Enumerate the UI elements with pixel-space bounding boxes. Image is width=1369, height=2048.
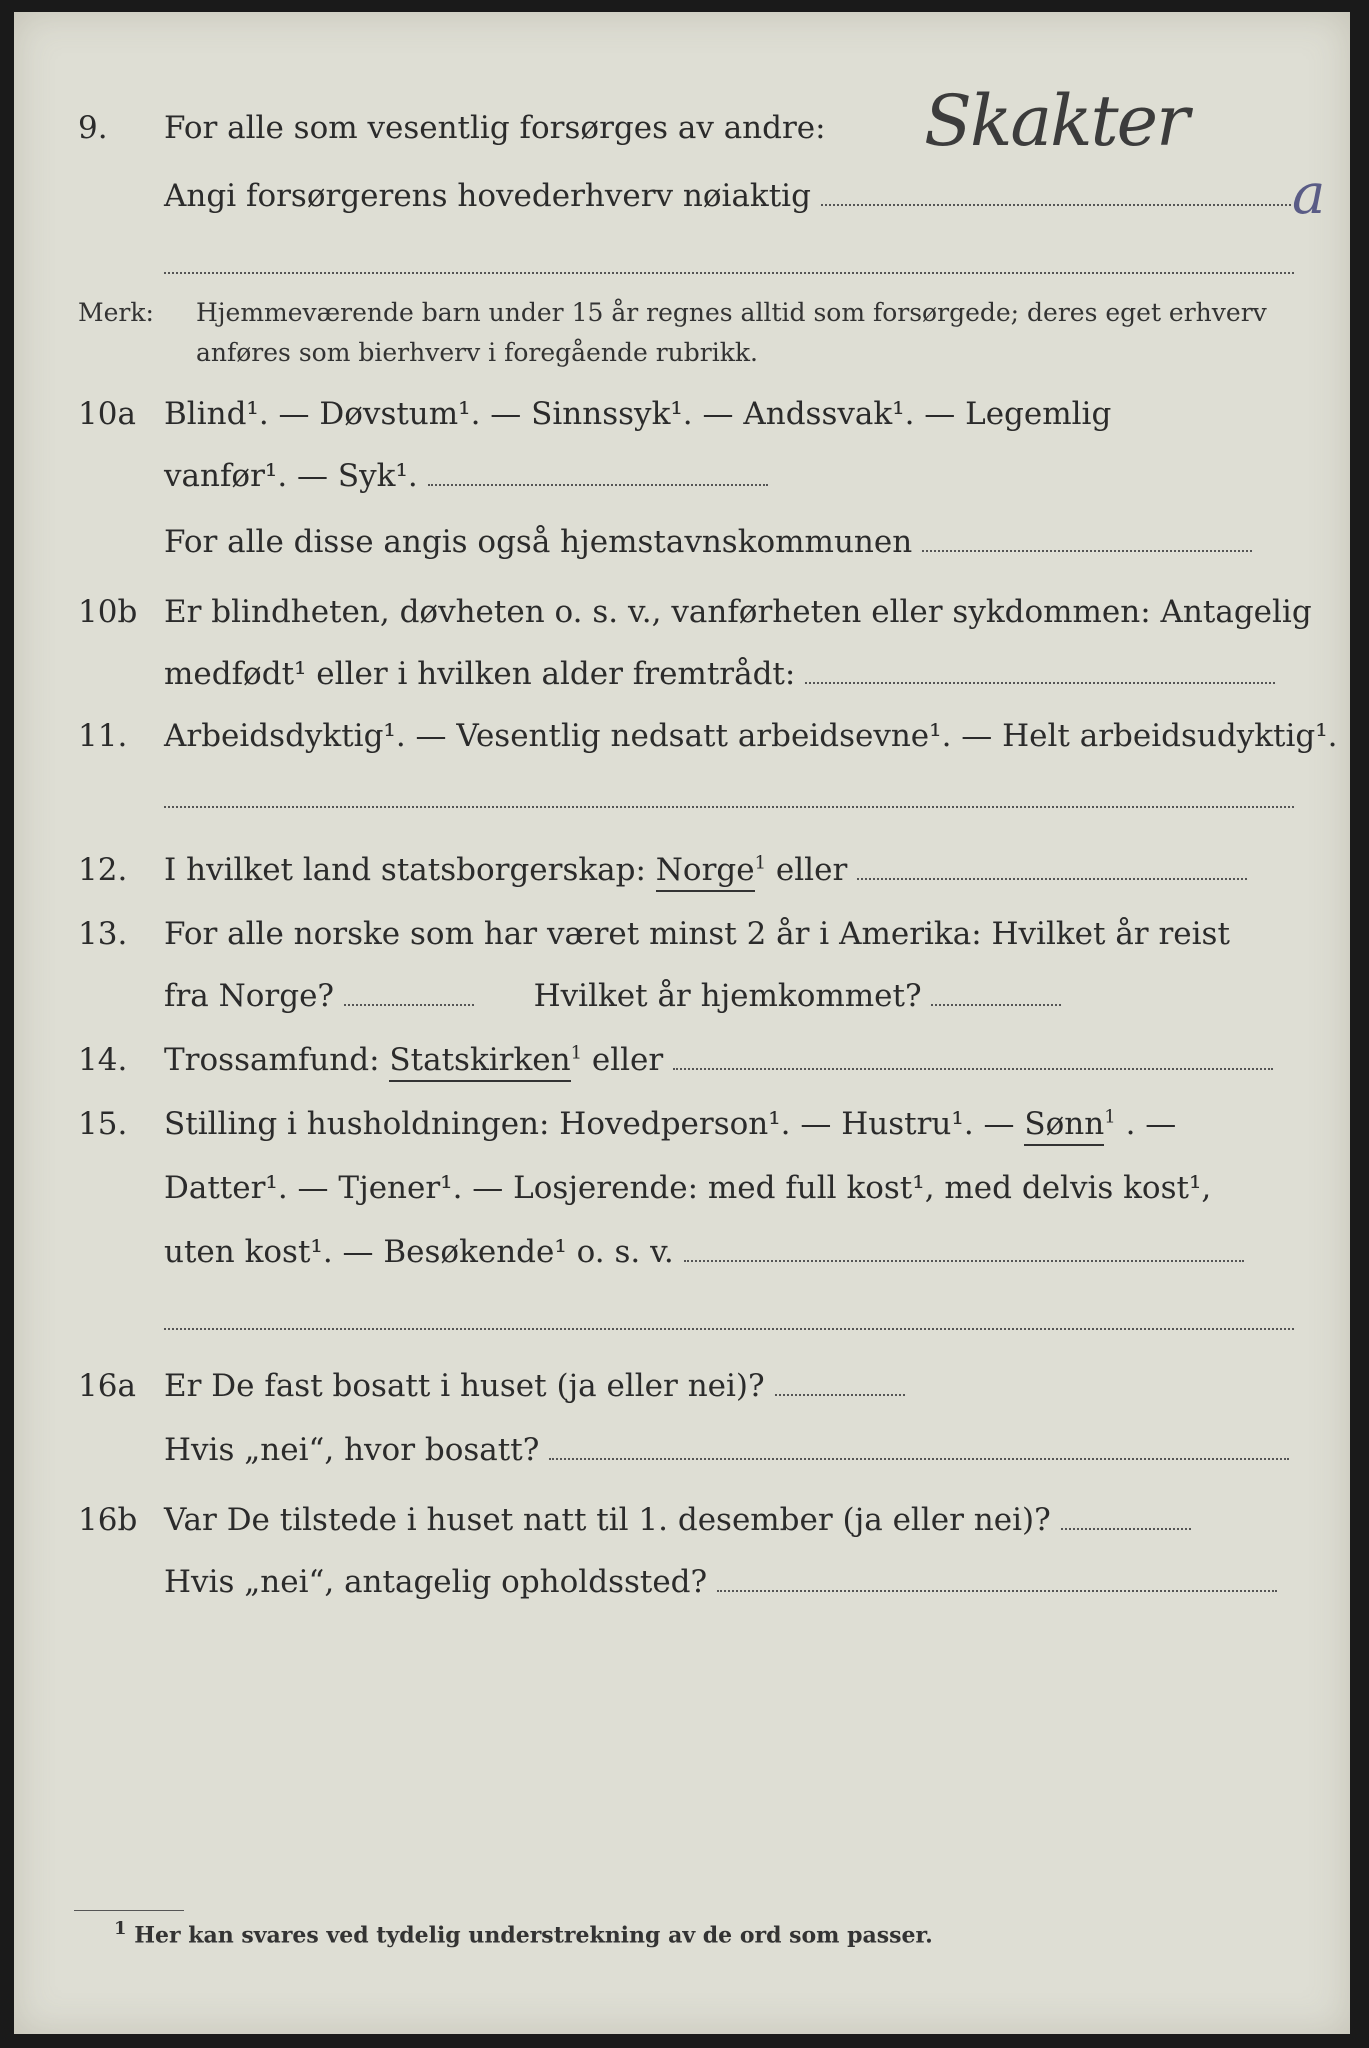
answer-dotted-line — [857, 852, 1247, 880]
question-text: medfødt¹ eller i hvilken alder fremtrådt: — [164, 656, 796, 692]
handwritten-mark-9: a — [1292, 162, 1326, 227]
answer-dotted-line — [922, 524, 1252, 552]
question-text: Hvis „nei“, hvor bosatt? — [164, 1432, 540, 1468]
question-number: 10a — [78, 396, 136, 432]
footnote-rule — [74, 1910, 184, 1911]
answer-dotted-line — [684, 1234, 1244, 1262]
question-text: I hvilket land statsborgerskap: — [164, 852, 646, 888]
answer-dotted-line — [805, 656, 1275, 684]
question-number: 13. — [78, 916, 128, 952]
underlined-answer: Sønn — [1024, 1106, 1104, 1146]
question-text: Datter¹. — Tjener¹. — Losjerende: med full kost¹, med delvis kost¹, — [164, 1170, 1212, 1206]
question-number: 10b — [78, 594, 138, 630]
question-text: For alle norske som har været minst 2 år i Amerika: Hvilket år reist — [164, 916, 1230, 952]
question-text: Angi forsørgerens hovederhverv nøiaktig — [164, 178, 811, 214]
answer-dotted-line — [428, 458, 768, 486]
question-text: Blind¹. — Døvstum¹. — Sinnssyk¹. — Andssvak¹. — Legemlig — [164, 396, 1112, 432]
question-text: Hvilket år hjemkommet? — [533, 978, 922, 1014]
underlined-answer: Norge — [656, 852, 755, 892]
answer-dotted-line — [164, 272, 1294, 274]
question-text: For alle disse angis også hjemstavnskommunen — [164, 524, 913, 560]
answer-dotted-line — [549, 1432, 1289, 1460]
answer-dotted-line — [931, 978, 1061, 1006]
question-text: vanfør¹. — Syk¹. — [164, 458, 418, 494]
question-number: 9. — [78, 110, 108, 146]
question-text: Er blindheten, døvheten o. s. v., vanførheten eller sykdommen: Antagelig — [164, 594, 1312, 630]
footnote-mark: 1 — [114, 1918, 127, 1939]
question-number: 12. — [78, 852, 128, 888]
question-text: Stilling i husholdningen: Hovedperson¹. — Hustru¹. — — [164, 1106, 1015, 1142]
question-text: Er De fast bosatt i huset (ja eller nei)? — [164, 1368, 765, 1404]
answer-dotted-line — [673, 1042, 1273, 1070]
answer-dotted-line — [717, 1564, 1277, 1592]
question-text: Trossamfund: — [164, 1042, 380, 1078]
question-text: eller — [591, 1042, 664, 1078]
answer-dotted-line — [775, 1368, 905, 1396]
footnote-mark: 1 — [570, 1042, 583, 1064]
underlined-answer: Statskirken — [389, 1042, 570, 1082]
question-number: 14. — [78, 1042, 128, 1078]
question-number: 11. — [78, 718, 128, 754]
note-text-line1: Hjemmeværende barn under 15 år regnes alltid som forsørgede; deres eget erhverv — [196, 298, 1267, 327]
footnote-mark: 1 — [754, 852, 767, 874]
handwritten-answer-9: Skakter — [924, 80, 1188, 162]
answer-dotted-line — [164, 1328, 1294, 1330]
question-text: For alle som vesentlig forsørges av andre: — [164, 110, 826, 146]
question-text: Arbeidsdyktig¹. — Vesentlig nedsatt arbeidsevne¹. — Helt arbeidsudyktig¹. — [164, 718, 1338, 754]
answer-dotted-line — [164, 806, 1294, 808]
note-merk — [78, 298, 1267, 327]
question-text: . — — [1125, 1106, 1177, 1142]
question-text: uten kost¹. — Besøkende¹ o. s. v. — [164, 1234, 674, 1270]
question-number: 16a — [78, 1368, 136, 1404]
question-text: Hvis „nei“, antagelig opholdssted? — [164, 1564, 708, 1600]
question-number: 15. — [78, 1106, 128, 1142]
footnote — [114, 1918, 933, 1948]
answer-dotted-line — [1061, 1502, 1191, 1530]
note-label: Merk: — [78, 298, 154, 327]
footnote-text: Her kan svares ved tydelig understrekning av de ord som passer. — [134, 1922, 933, 1949]
note-text-line2: anføres som bierhverv i foregående rubrikk. — [196, 338, 758, 367]
answer-dotted-line — [344, 978, 474, 1006]
question-text: eller — [775, 852, 848, 888]
question-text: fra Norge? — [164, 978, 335, 1014]
question-text: Var De tilstede i huset natt til 1. desember (ja eller nei)? — [164, 1502, 1051, 1538]
footnote-mark: 1 — [1104, 1106, 1116, 1128]
answer-dotted-line — [821, 178, 1291, 206]
census-form-page — [14, 12, 1350, 2034]
question-number: 16b — [78, 1502, 138, 1538]
